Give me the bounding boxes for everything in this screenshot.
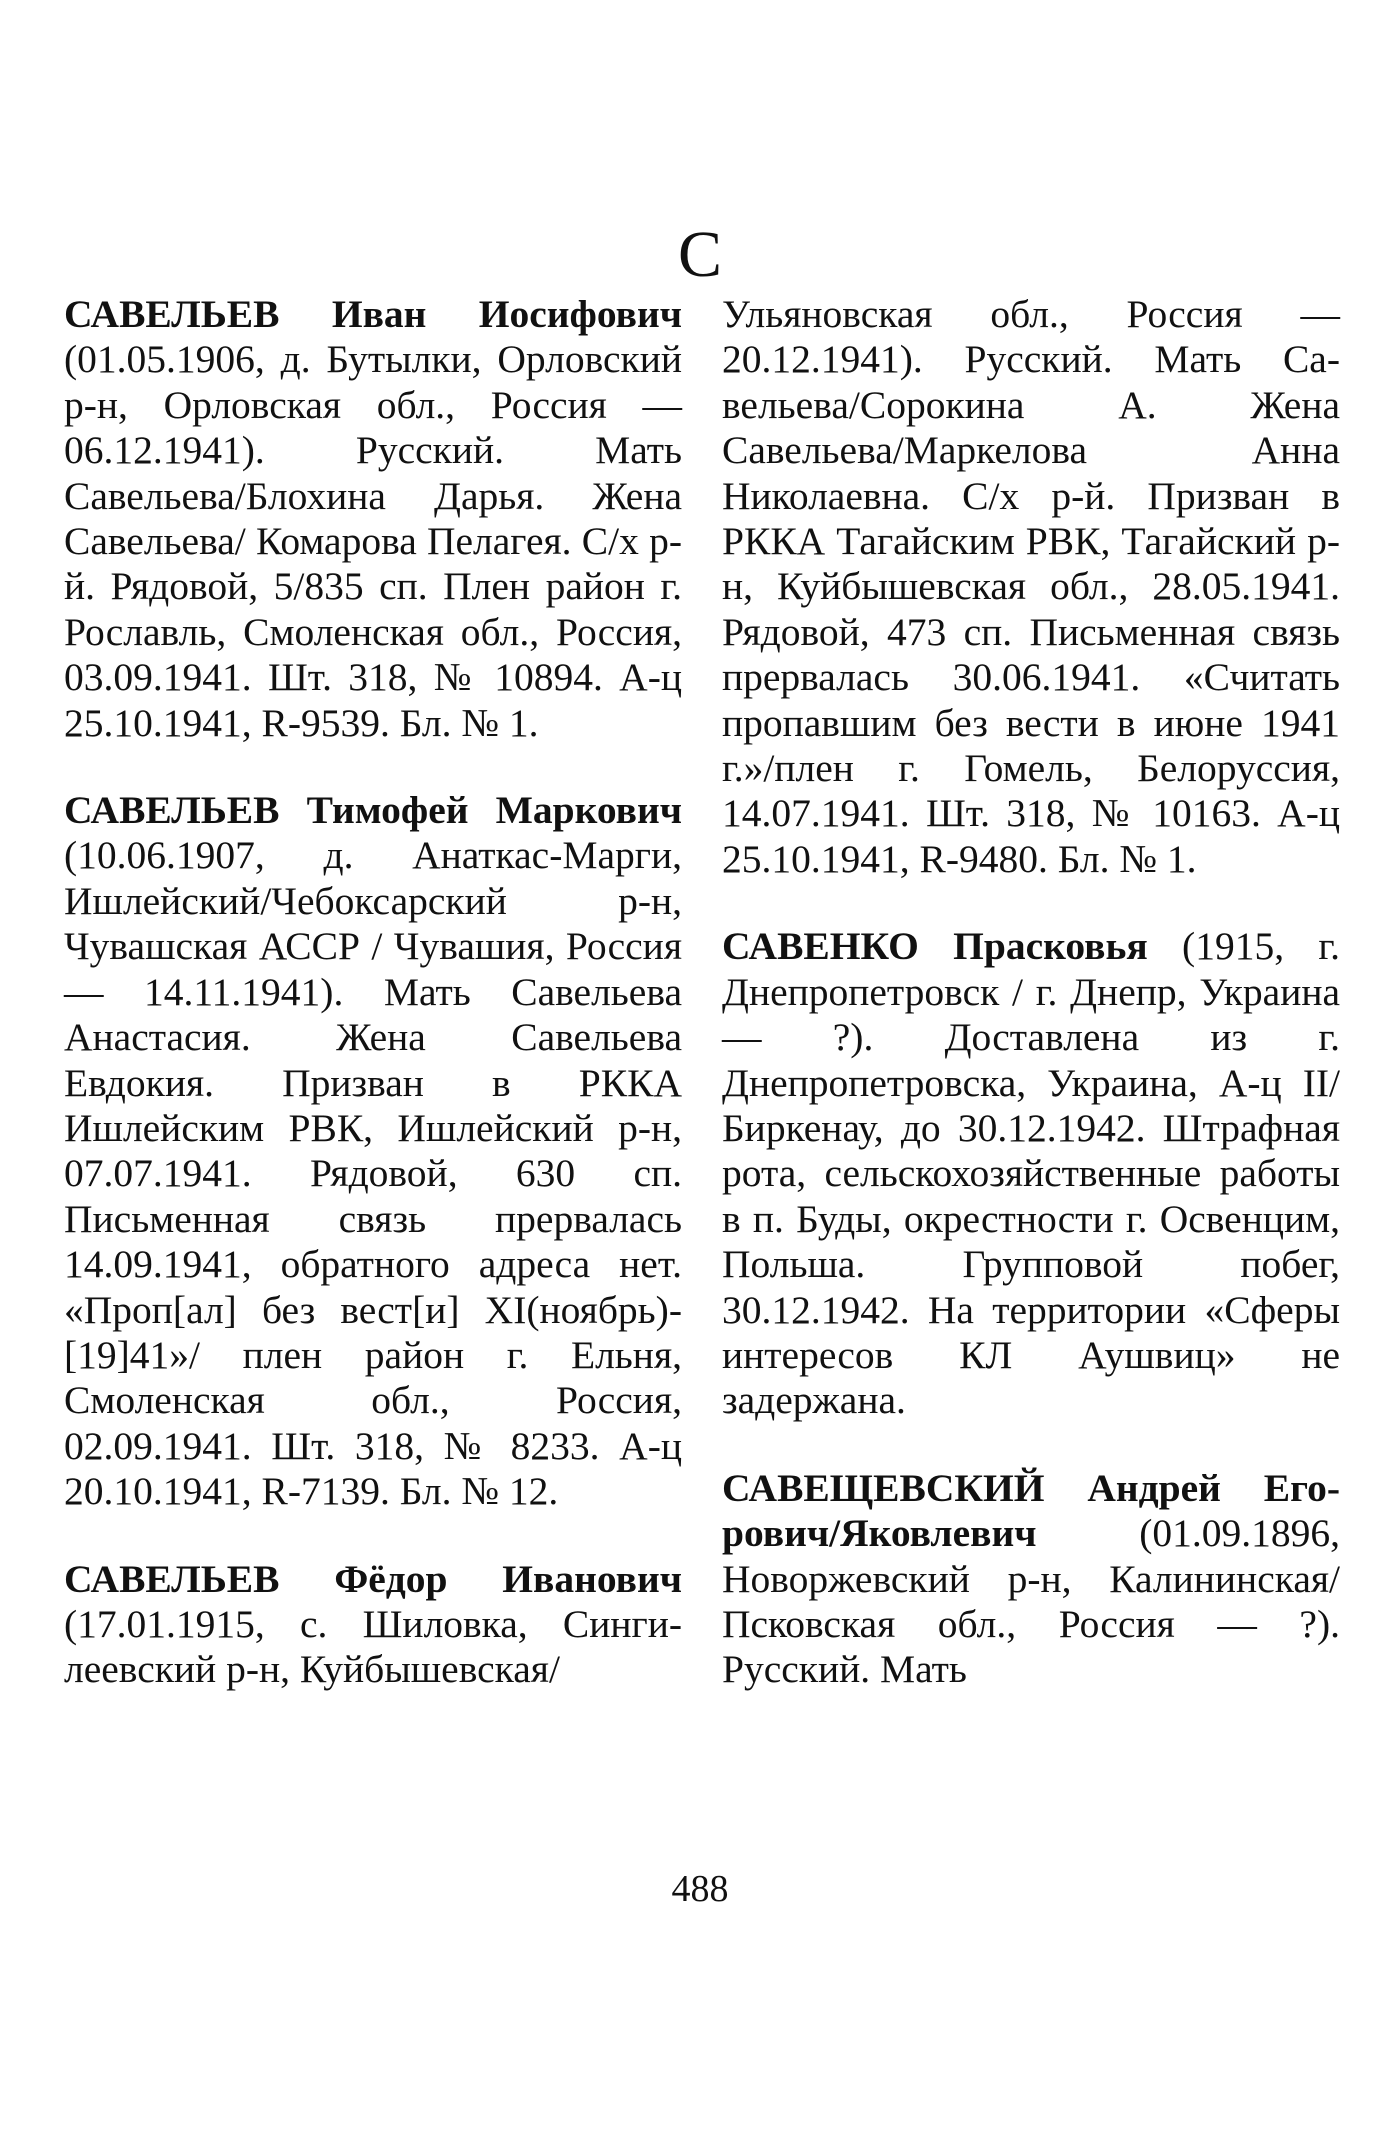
entry-text: Ульяновская обл., Россия — 20.12.1941). Русский. Мать Савельева/Сорокина А. Жена Савельева/Маркелова Анна Николаевна. С/х р-й. Призван в РККА Тагайским РВК, Тагайский р-н, Куйбышевская обл., 28.05.1941. Рядовой, 473 сп. Письменная связь прервалась 30.06.1941. «Считать пропавшим без вести в июне 1941 г.»/плен г. Гомель, Белоруссия, 14.07.1941. Шт. 318, № 10163. А-ц 25.10.1941, R-9480. Бл. № 1. — [722, 292, 1340, 881]
entry-text: (01.09.1896, Новоржевский р-н, Калининская/Псковская обл., Россия — ?). Русский. Мать — [722, 1511, 1340, 1692]
biography-entry — [64, 788, 682, 1515]
entry-text: (10.06.1907, д. Анаткас-Марги, Ишлейский/Чебоксарский р-н, Чувашская АССР / Чувашия, Россия — 14.11.1941). Мать Савельева Анастасия. Жена Савельева Евдокия. Призван в РККА Ишлейским РВК, Ишлейский р-н, 07.07.1941. Рядовой, 630 сп. Письменная связь прервалась 14.09.1941, обратного адреса нет. «Проп[ал] без вест[и] XI(ноябрь)-[19]41»/ плен район г. Ельня, Смоленская обл., Россия, 02.09.1941. Шт. 318, № 8233. А-ц 20.10.1941, R-7139. Бл. № 12. — [64, 833, 682, 1514]
page-number: 488 — [671, 1868, 729, 1910]
entry-name: САВЕЛЬЕВ Тимофей Маркович — [64, 788, 682, 833]
entry-name: САВЕЩЕВСКИЙ Андрей Егорович/Яковлевич — [722, 1465, 1340, 1556]
entry-name: САВЕЛЬЕВ Фёдор Иванович — [64, 1556, 682, 1601]
entry-name: САВЕНКО Прасковья — [722, 924, 1148, 969]
left-column — [64, 292, 682, 1693]
biography-entry — [722, 1466, 1340, 1693]
biography-entry-continued — [722, 292, 1340, 882]
biography-entry — [64, 1557, 682, 1693]
entry-name: САВЕЛЬЕВ Иван Иосифович — [64, 292, 682, 336]
section-letter: С — [677, 218, 723, 291]
entry-text: (17.01.1915, с. Шиловка, Сингилеевский р-н, Куйбышевская/ — [64, 1601, 682, 1692]
entry-text: (1915, г. Днепропетровск / г. Днепр, Украина — ?). Доставлена из г. Днепропетровска, Украина, А-ц II/Биркенау, до 30.12.1942. Штрафная рота, сельскохозяйственные работы в п. Буды, окрестности г. Освенцим, Польша. Групповой побег, 30.12.1942. На территории «Сферы интересов КЛ Аушвиц» не задержана. — [722, 924, 1340, 1423]
biography-entry — [64, 292, 682, 746]
right-column — [722, 292, 1340, 1693]
entry-text: (01.05.1906, д. Бутылки, Орловский р-н, Орловская обл., Россия — 06.12.1941). Русский. Мать Савельева/Блохина Дарья. Жена Савельева/ Комарова Пелагея. С/х р-й. Рядовой, 5/835 сп. Плен район г. Рославль, Смоленская обл., Россия, 03.09.1941. Шт. 318, № 10894. А-ц 25.10.1941, R-9539. Бл. № 1. — [64, 337, 682, 745]
biography-entry — [722, 924, 1340, 1423]
